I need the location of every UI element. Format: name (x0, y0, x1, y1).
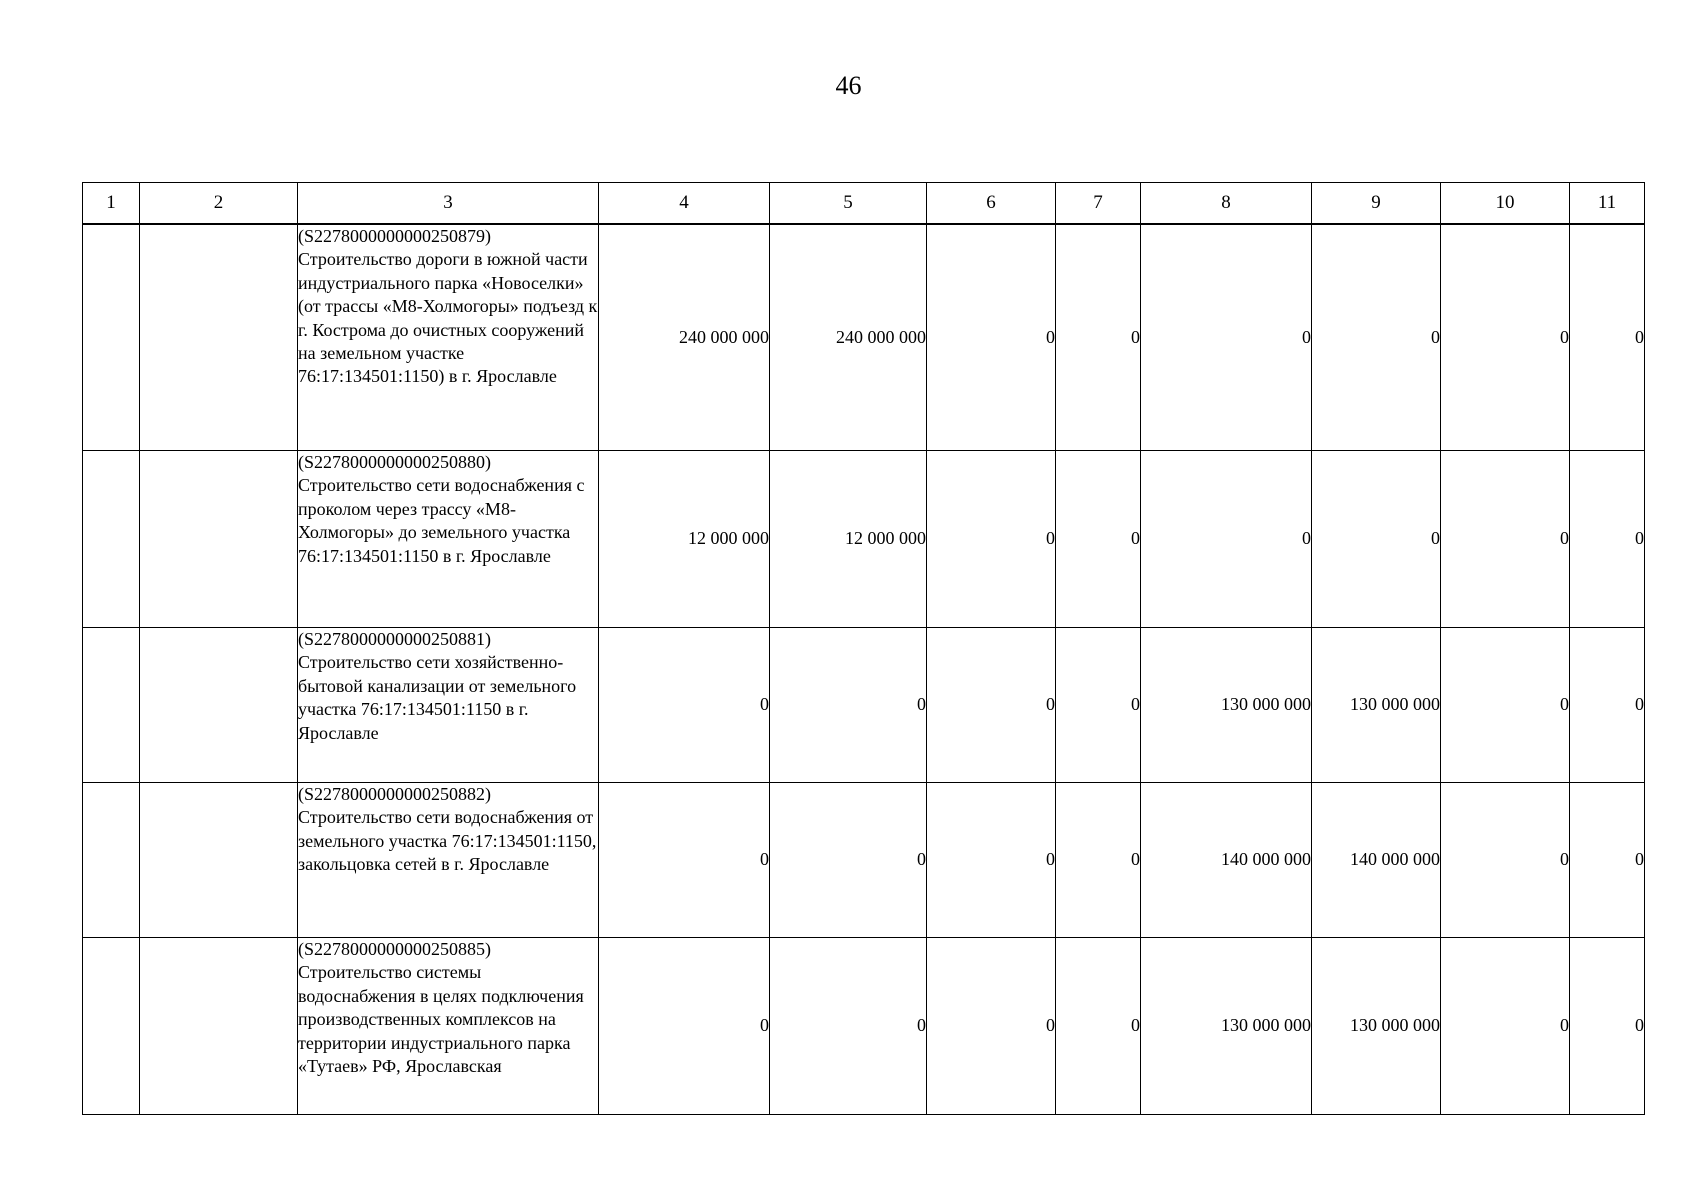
column-header-3: 3 (298, 183, 599, 225)
value-col-9: 0 (1312, 451, 1441, 628)
value-col-6: 0 (927, 938, 1056, 1115)
value-col-8: 0 (1141, 224, 1312, 451)
value-col-8: 0 (1141, 451, 1312, 628)
value-col-5: 12 000 000 (770, 451, 927, 628)
row-code: (S2278000000000250880) (298, 452, 491, 472)
column-header-1: 1 (83, 183, 140, 225)
column-header-5: 5 (770, 183, 927, 225)
value-col-6: 0 (927, 224, 1056, 451)
row-description: Строительство сети водоснабжения от земельного участка 76:17:134501:1150, закольцовка сетей в г. Ярославле (298, 807, 597, 875)
row-col-1 (83, 224, 140, 451)
value-col-10: 0 (1441, 938, 1570, 1115)
page-number: 46 (835, 71, 862, 100)
value-col-7: 0 (1056, 224, 1141, 451)
table-row (83, 938, 1645, 1115)
value-col-10: 0 (1441, 224, 1570, 451)
value-col-7: 0 (1056, 938, 1141, 1115)
value-col-4: 0 (599, 783, 770, 938)
value-col-9: 0 (1312, 224, 1441, 451)
row-description-cell (298, 224, 599, 451)
row-col-1 (83, 783, 140, 938)
value-col-11: 0 (1570, 224, 1645, 451)
value-col-11: 0 (1570, 451, 1645, 628)
value-col-5: 240 000 000 (770, 224, 927, 451)
column-header-8: 8 (1141, 183, 1312, 225)
value-col-9: 140 000 000 (1312, 783, 1441, 938)
row-col-2 (140, 783, 298, 938)
row-code: (S2278000000000250879) (298, 226, 491, 246)
row-col-2 (140, 451, 298, 628)
row-description: Строительство сети водоснабжения с проколом через трассу «М8-Холмогоры» до земельного участка 76:17:134501:1150 в г. Ярославле (298, 475, 585, 566)
value-col-7: 0 (1056, 783, 1141, 938)
value-col-6: 0 (927, 628, 1056, 783)
column-header-7: 7 (1056, 183, 1141, 225)
column-header-2: 2 (140, 183, 298, 225)
row-description-cell (298, 628, 599, 783)
row-description-cell (298, 938, 599, 1115)
value-col-10: 0 (1441, 628, 1570, 783)
row-col-1 (83, 628, 140, 783)
row-code: (S2278000000000250882) (298, 784, 491, 804)
table-row (83, 451, 1645, 628)
value-col-7: 0 (1056, 451, 1141, 628)
value-col-10: 0 (1441, 451, 1570, 628)
value-col-5: 0 (770, 783, 927, 938)
column-header-9: 9 (1312, 183, 1441, 225)
column-header-10: 10 (1441, 183, 1570, 225)
row-code: (S2278000000000250885) (298, 939, 491, 959)
row-description-cell (298, 451, 599, 628)
budget-table (82, 182, 1645, 1115)
table-row (83, 783, 1645, 938)
row-col-1 (83, 451, 140, 628)
value-col-8: 130 000 000 (1141, 628, 1312, 783)
value-col-5: 0 (770, 938, 927, 1115)
value-col-4: 240 000 000 (599, 224, 770, 451)
row-description: Строительство сети хозяйственно-бытовой канализации от земельного участка 76:17:134501:1150 в г. Ярославле (298, 652, 577, 743)
value-col-8: 140 000 000 (1141, 783, 1312, 938)
column-header-6: 6 (927, 183, 1056, 225)
value-col-6: 0 (927, 783, 1056, 938)
row-col-1 (83, 938, 140, 1115)
value-col-7: 0 (1056, 628, 1141, 783)
value-col-10: 0 (1441, 783, 1570, 938)
row-col-2 (140, 938, 298, 1115)
value-col-4: 0 (599, 628, 770, 783)
row-description-cell (298, 783, 599, 938)
value-col-4: 0 (599, 938, 770, 1115)
column-header-4: 4 (599, 183, 770, 225)
value-col-11: 0 (1570, 628, 1645, 783)
row-description: Строительство системы водоснабжения в целях подключения производственных комплексов на территории индустриального парка «Тутаев» РФ, Ярославская (298, 962, 584, 1077)
value-col-11: 0 (1570, 938, 1645, 1115)
value-col-11: 0 (1570, 783, 1645, 938)
column-header-11: 11 (1570, 183, 1645, 225)
value-col-4: 12 000 000 (599, 451, 770, 628)
header-row (83, 183, 1645, 225)
table-row (83, 628, 1645, 783)
value-col-9: 130 000 000 (1312, 938, 1441, 1115)
value-col-8: 130 000 000 (1141, 938, 1312, 1115)
table-row (83, 224, 1645, 451)
row-col-2 (140, 628, 298, 783)
value-col-6: 0 (927, 451, 1056, 628)
row-col-2 (140, 224, 298, 451)
row-code: (S2278000000000250881) (298, 629, 491, 649)
value-col-5: 0 (770, 628, 927, 783)
row-description: Строительство дороги в южной части индустриального парка «Новоселки» (от трассы «М8-Холмогоры» подъезд к г. Кострома до очистных сооружений на земельном участке 76:17:134501:1150) в г. Ярославле (298, 249, 598, 387)
value-col-9: 130 000 000 (1312, 628, 1441, 783)
